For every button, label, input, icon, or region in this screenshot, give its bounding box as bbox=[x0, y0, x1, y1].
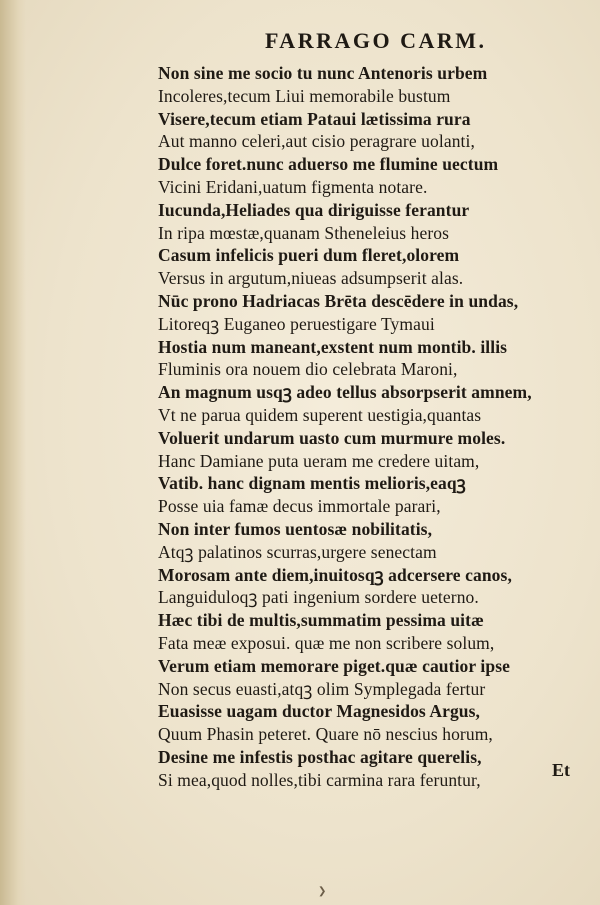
verse-line: Visere,tecum etiam Pataui lætissima rura bbox=[158, 108, 471, 129]
verse-line: Litoreqꝫ Euganeo peruestigare Tymaui bbox=[158, 313, 435, 334]
verse-line: Morosam ante diem,inuitosqꝫ adcersere canos, bbox=[158, 564, 512, 585]
verse-line: Posse uia famæ decus immortale parari, bbox=[158, 496, 441, 517]
page-gutter-shadow bbox=[0, 0, 26, 905]
verse-line: Aut manno celeri,aut cisio peragrare uolanti, bbox=[158, 131, 475, 152]
running-head: FARRAGO CARM. bbox=[265, 28, 487, 53]
verse-line: Fluminis ora nouem dio celebrata Maroni, bbox=[158, 359, 458, 380]
verse-line: Languiduloqꝫ pati ingenium sordere ueterno. bbox=[158, 587, 479, 608]
verse-line: Dulce foret.nunc aduerso me flumine uectum bbox=[158, 154, 499, 175]
verse-line: Iucunda,Heliades qua diriguisse ferantur bbox=[158, 199, 470, 220]
verse-line: Nūc prono Hadriacas Brēta descēdere in undas, bbox=[158, 290, 519, 311]
page-mark-decoration: ❯ bbox=[318, 886, 327, 897]
verse-line: Vt ne parua quidem superent uestigia,quantas bbox=[158, 404, 482, 425]
verse-line: Atqꝫ palatinos scurras,urgere senectam bbox=[158, 541, 437, 562]
verse-block bbox=[158, 62, 583, 792]
verse-line: Versus in argutum,niueas adsumpserit alas. bbox=[158, 268, 464, 289]
verse-line: Euasisse uagam ductor Magnesidos Argus, bbox=[158, 701, 481, 722]
verse-line: Vicini Eridani,uatum figmenta notare. bbox=[158, 176, 428, 197]
verse-line: Non inter fumos uentosæ nobilitatis, bbox=[158, 518, 433, 539]
verse-line: Verum etiam memorare piget.quæ cautior ipse bbox=[158, 655, 510, 676]
verse-line: Casum infelicis pueri dum fleret,olorem bbox=[158, 245, 460, 266]
catchword: Et bbox=[552, 760, 570, 780]
verse-line: Voluerit undarum uasto cum murmure moles. bbox=[158, 427, 506, 448]
verse-line: Non secus euasti,atqꝫ olim Symplegada fertur bbox=[158, 678, 486, 699]
verse-line: Hostia num maneant,exstent num montib. illis bbox=[158, 336, 508, 357]
verse-line: Si mea,quod nolles,tibi carmina rara feruntur, bbox=[158, 769, 481, 790]
verse-line: Incoleres,tecum Liui memorabile bustum bbox=[158, 85, 451, 106]
verse-line: Non sine me socio tu nunc Antenoris urbem bbox=[158, 63, 488, 83]
verse-line: Fata meæ exposui. quæ me non scribere solum, bbox=[158, 632, 495, 653]
verse-line: In ripa mœstæ,quanam Stheneleius heros bbox=[158, 222, 450, 243]
verse-line: Hæc tibi de multis,summatim pessima uitæ bbox=[158, 610, 484, 631]
verse-line: Vatib. hanc dignam mentis melioris,eaqꝫ bbox=[158, 473, 466, 494]
verse-line: Desine me infestis posthac agitare querelis, bbox=[158, 746, 482, 767]
verse-line: An magnum usqꝫ adeo tellus absorpserit amnem, bbox=[158, 382, 532, 403]
verse-line: Quum Phasin peteret. Quare nō nescius horum, bbox=[158, 724, 493, 745]
verse-line: Hanc Damiane puta ueram me credere uitam, bbox=[158, 450, 480, 471]
